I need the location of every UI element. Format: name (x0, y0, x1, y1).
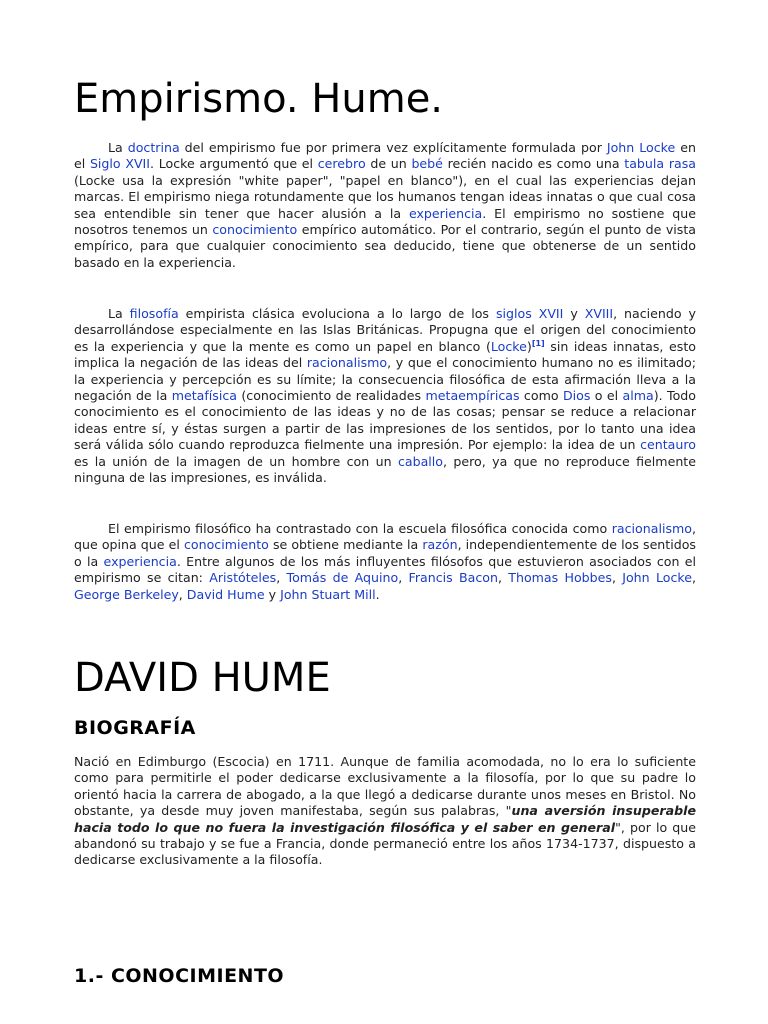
text-run: . Entre algunos de los más influyentes filósofos que estuvieron asociados con el empirismo se citan: (74, 553, 696, 586)
text-run: , pero, ya que no reproduce fielmente ninguna de las impresiones, es inválida. (74, 453, 696, 486)
text-run: empírico automático. Por el contrario, según el punto de vista empírico, para que cualquier conocimiento sea deducido, tiene que obtenerse de un sentido basado en la experiencia. (74, 222, 696, 270)
link-filosofía[interactable]: filosofía (129, 306, 179, 321)
link-siglo-xvii[interactable]: Siglo XVII (89, 156, 150, 172)
link-conocimiento[interactable]: conocimiento (183, 537, 269, 553)
link-thomas-hobbes[interactable]: Thomas Hobbes (508, 570, 612, 586)
text-run: , (691, 570, 696, 586)
link-experiencia[interactable]: experiencia (103, 553, 177, 569)
link-centauro[interactable]: centauro (640, 437, 696, 453)
heading-biografia: BIOGRAFÍA (74, 717, 196, 739)
text-run: . (375, 586, 380, 602)
text-run: en el (74, 140, 697, 172)
link-siglos-xvii[interactable]: siglos XVII (495, 306, 564, 321)
text-run: Nació en Edimburgo (Escocia) en 1711. Aunque de familia acomodada, no lo era lo suficiente como para permitirle el poder dedicarse exclusivamente a la filosofía, por lo que su padre lo orientó hacia la carrera de abogado, a la que llegó a dedicarse durante unos meses en Bristol. No obstante, ya desde muy joven manifestaba, según sus palabras, " (74, 754, 696, 819)
text-run: (Locke usa la expresión "white paper", "papel en blanco"), en el cual las experiencias dejan marcas. El empirismo niega rotundamente que los humanos tengan ideas innatas o que cual cosa sea entendible sin tener que hacer alusión a la (74, 172, 696, 221)
link-alma[interactable]: alma (622, 388, 654, 404)
link-david-hume[interactable]: David Hume (186, 586, 265, 602)
text-run: o el (590, 388, 623, 404)
link-dios[interactable]: Dios (562, 388, 591, 404)
text-run: . Locke argumentó que el (150, 156, 318, 172)
text-run: del empirismo fue por primera vez explícitamente formulada por (179, 140, 607, 155)
link-george-berkeley[interactable]: George Berkeley (74, 586, 179, 602)
text-run: . El empirismo no sostiene que nosotros tenemos un (74, 205, 696, 238)
page-title: Empirismo. Hume. (74, 76, 444, 122)
link-tomás-de-aquino[interactable]: Tomás de Aquino (286, 570, 399, 586)
text-run: , (398, 570, 409, 586)
heading-david-hume: DAVID HUME (74, 655, 331, 701)
text-run: ). Todo conocimiento es el conocimiento de las ideas y no de las cosas; pensar se reduce a relacionar ideas entre sí, y éstas surgen a partir de las impresiones de los sentidos, por lo tanto una idea será válida sólo cuando reproduzca fielmente una impresión. Por ejemplo: la idea de un (74, 388, 696, 453)
text-run: recién nacido es como una (442, 156, 625, 172)
text-run: (conocimiento de realidades (237, 388, 426, 404)
text-run: de un (365, 156, 412, 172)
text-run: , (276, 570, 287, 586)
text-run: La (108, 306, 130, 321)
text-run: es la unión de la imagen de un hombre con un (74, 453, 398, 469)
text-run: El empirismo filosófico ha contrastado con la escuela filosófica conocida como (108, 521, 612, 536)
text-run: se obtiene mediante la (268, 537, 423, 553)
link-racionalismo[interactable]: racionalismo (306, 355, 388, 371)
paragraph-empirismo-clasico (74, 306, 696, 486)
link-tabula-rasa[interactable]: tabula rasa (624, 156, 696, 172)
footnote-ref[interactable]: [1] (531, 338, 545, 348)
link-racionalismo[interactable]: racionalismo (611, 521, 692, 536)
link-cerebro[interactable]: cerebro (317, 156, 366, 172)
link-bebé[interactable]: bebé (411, 156, 443, 172)
paragraph-biografia (74, 754, 696, 869)
link-conocimiento[interactable]: conocimiento (212, 222, 298, 238)
link-experiencia[interactable]: experiencia (408, 205, 483, 221)
text-run: , independientemente de los sentidos o la (74, 537, 696, 569)
text-run: , (497, 570, 509, 586)
text-run: sin ideas innatas, esto implica la negación de las ideas del (74, 338, 696, 371)
paragraph-empirismo-intro (74, 140, 696, 271)
text-run: y (264, 586, 281, 602)
link-razón[interactable]: razón (422, 537, 458, 553)
text-run: y (563, 306, 585, 321)
link-john-locke[interactable]: John Locke (622, 570, 692, 586)
text-run: , y que el conocimiento humano no es ilimitado; la experiencia y percepción es su límite; la consecuencia filosófica de esta afirmación lleva a la negación de la (74, 355, 696, 404)
link-metafísica[interactable]: metafísica (171, 388, 237, 404)
text-run: como (519, 388, 563, 404)
link-john-stuart-mill[interactable]: John Stuart Mill (280, 586, 376, 602)
text-run: ", por lo que abandonó su trabajo y se fue a Francia, donde permaneció entre los años 1734-1737, dispuesto a dedicarse exclusivamente a la filosofía. (74, 819, 696, 868)
link-metaempíricas[interactable]: metaempíricas (425, 388, 520, 404)
link-doctrina[interactable]: doctrina (127, 140, 180, 155)
link-xviii[interactable]: XVIII (584, 306, 614, 321)
text-run: , (178, 586, 187, 602)
text-run: , (611, 570, 623, 586)
paragraph-empirismo-racionalismo (74, 521, 696, 603)
text-run: empirista clásica evoluciona a lo largo de los (178, 306, 496, 321)
text-run: ) (526, 338, 532, 354)
link-locke[interactable]: Locke (490, 338, 527, 354)
link-francis-bacon[interactable]: Francis Bacon (408, 570, 498, 586)
link-caballo[interactable]: caballo (397, 453, 443, 469)
text-run: , que opina que el (74, 521, 696, 553)
link-aristóteles[interactable]: Aristóteles (209, 570, 277, 586)
text-run: , naciendo y desarrollándose especialmente en las Islas Británicas. Propugna que el origen del conocimiento es la experiencia y que la mente es como un papel en blanco ( (74, 306, 696, 354)
hume-quote: una aversión insuperable hacia todo lo que no fuera la investigación filosófica y el saber en general (74, 803, 696, 835)
heading-conocimiento: 1.- CONOCIMIENTO (74, 965, 285, 987)
link-john-locke[interactable]: John Locke (606, 140, 676, 155)
text-run: La (108, 140, 128, 155)
